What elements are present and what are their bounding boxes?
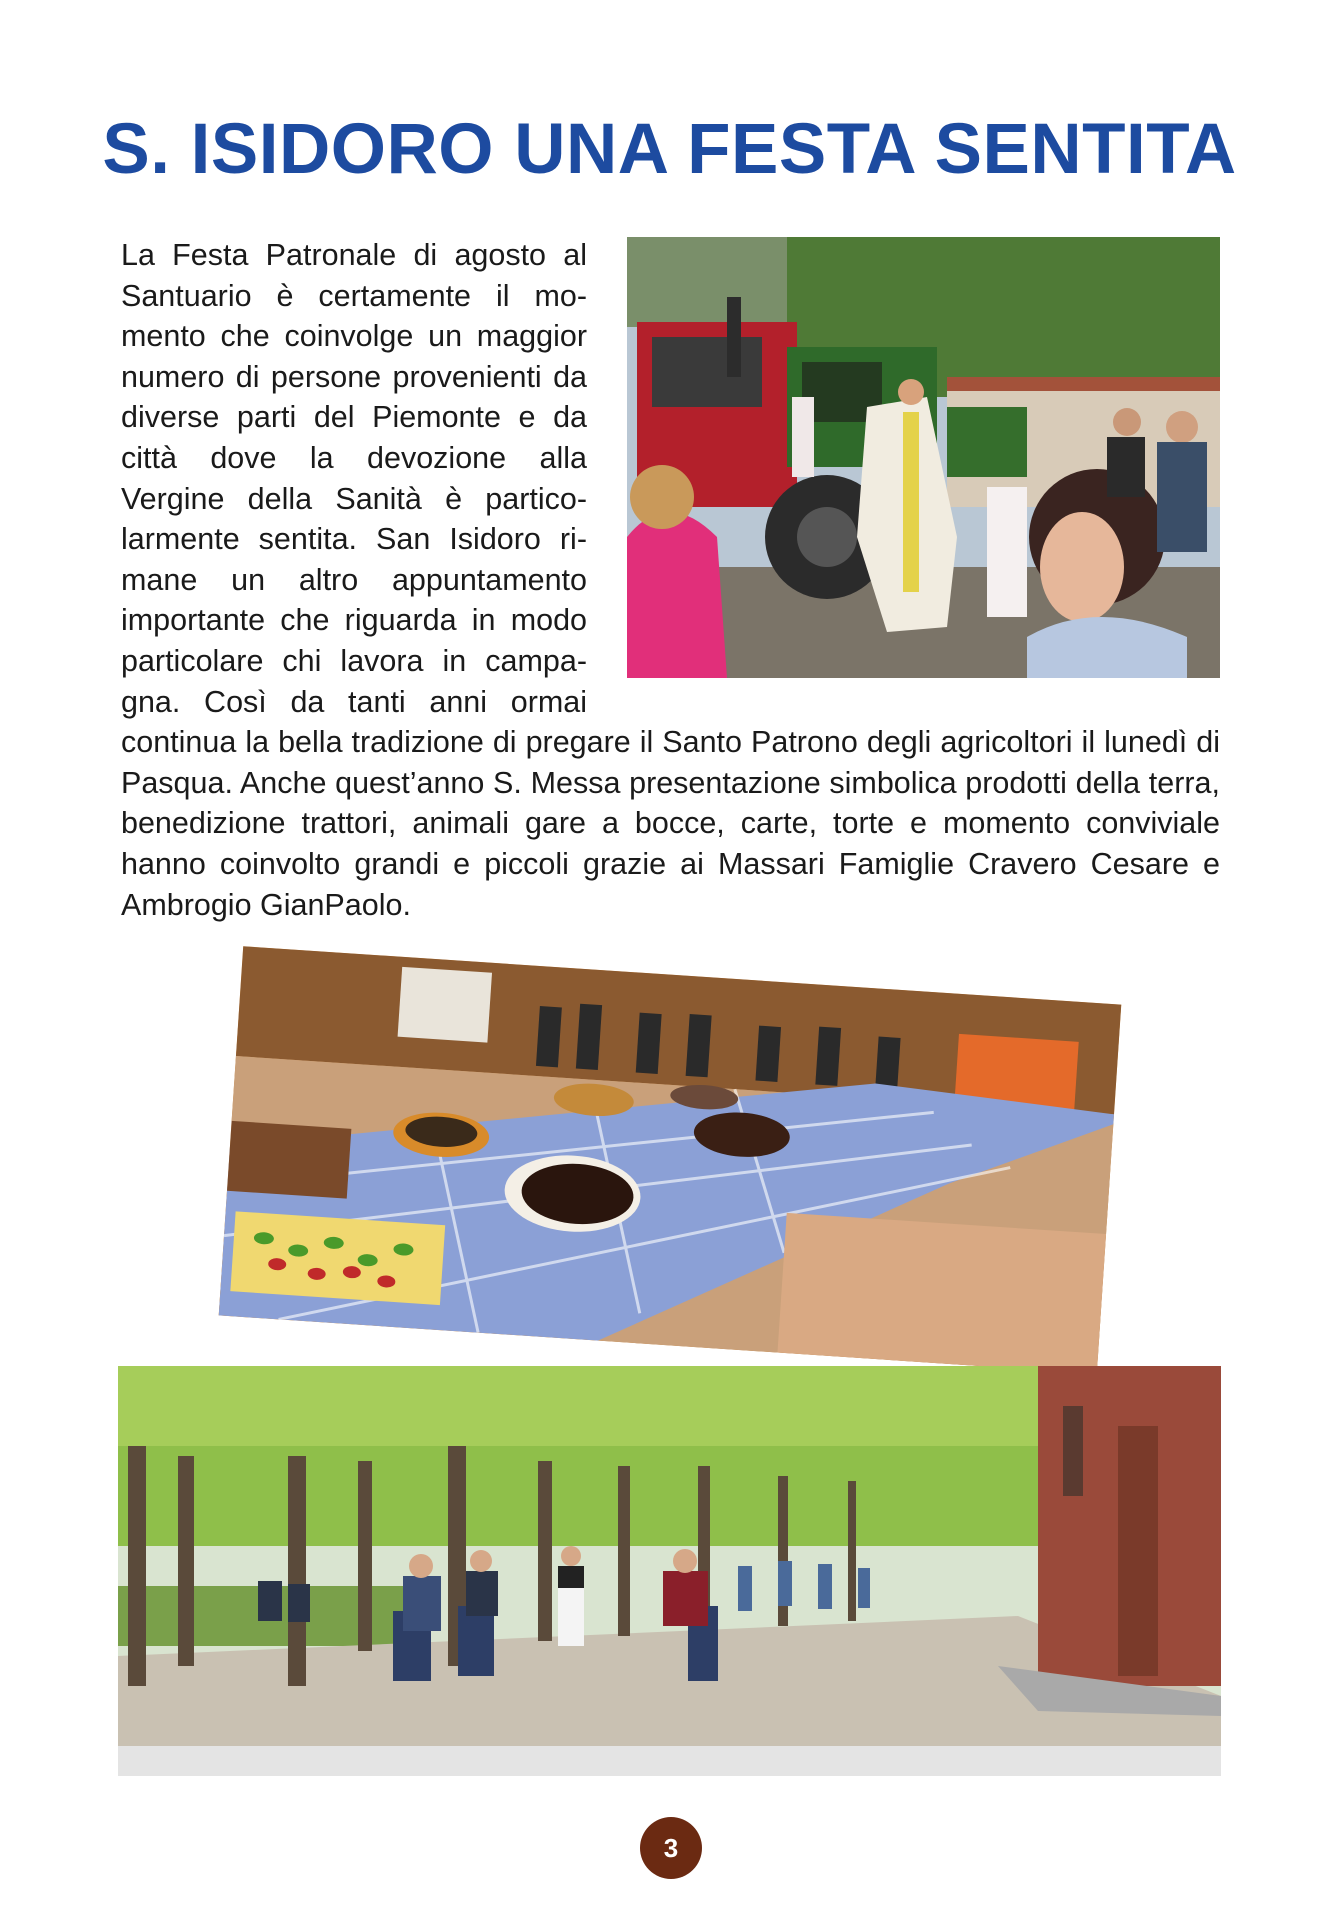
bocce-avenue-illustration [118,1366,1221,1776]
cake-table-photo [219,946,1122,1374]
article-body: La Festa Patronale di agosto al Santuario è certamente il momento che coinvolge un maggior numero di persone provenienti da diverse parti del Piemonte e da città dove la devozione alla Vergine della Sanità è particolarmente sentita. San Isidoro rimane un altro appuntamento importante che riguarda in modo particolare chi lavora in campagna. Così da tanti anni ormai continua la bella tradizione di pregare il Santo Patrono degli agricoltori il lunedì di Pasqua. Anche quest’anno S. Messa presentazione simbolica prodotti della terra, benedizione trattori, animali gare a bocce, carte, torte e momento conviviale hanno coinvolto grandi e piccoli grazie ai Massari Famiglie Cravero Cesare e Ambrogio GianPaolo. [121,238,1220,922]
tractor-blessing-illustration [627,237,1220,678]
page-number-badge: 3 [640,1817,702,1879]
article [121,235,1220,925]
cake-table-illustration [219,946,1122,1374]
tractor-blessing-photo [627,237,1220,678]
page-title: S. ISIDORO UNA FESTA SENTITA [102,110,1237,189]
bocce-avenue-photo [118,1366,1221,1776]
